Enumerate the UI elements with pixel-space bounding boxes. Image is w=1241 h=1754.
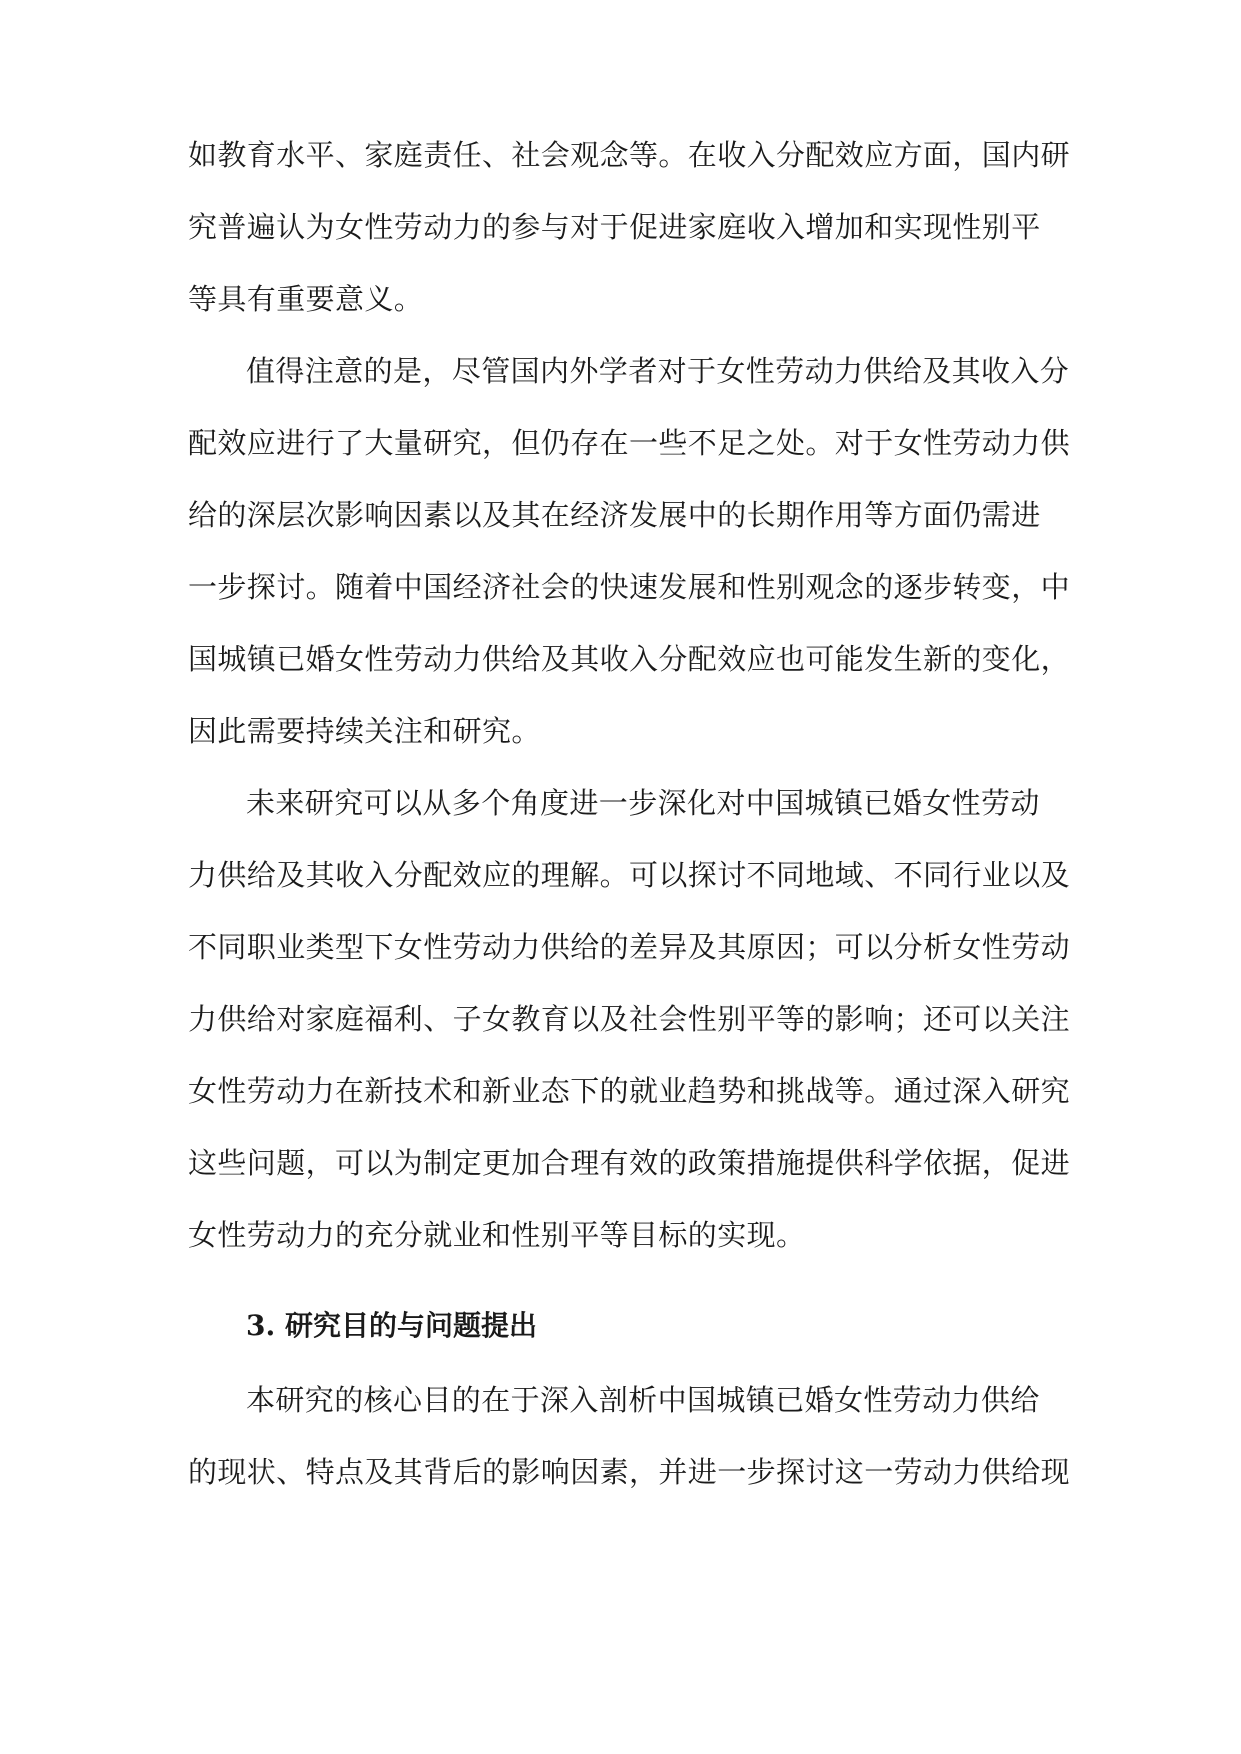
paragraph-2-line-2: 配效应进行了大量研究，但仍存在一些不足之处。对于女性劳动力供 <box>188 426 1071 460</box>
paragraph-2-line-4: 一步探讨。随着中国经济社会的快速发展和性别观念的逐步转变，中 <box>188 570 1071 604</box>
paragraph-3-line-7: 女性劳动力的充分就业和性别平等目标的实现。 <box>188 1218 806 1252</box>
section-paragraph-line-2: 的现状、特点及其背后的影响因素，并进一步探讨这一劳动力供给现 <box>188 1455 1071 1489</box>
paragraph-3-line-6: 这些问题，可以为制定更加合理有效的政策措施提供科学依据，促进 <box>188 1146 1071 1180</box>
paragraph-3-line-4: 力供给对家庭福利、子女教育以及社会性别平等的影响；还可以关注 <box>188 1002 1071 1036</box>
paragraph-3-line-2: 力供给及其收入分配效应的理解。可以探讨不同地域、不同行业以及 <box>188 858 1071 892</box>
paragraph-1-line-3: 等具有重要意义。 <box>188 282 424 316</box>
paragraph-3-line-3: 不同职业类型下女性劳动力供给的差异及其原因；可以分析女性劳动 <box>188 930 1071 964</box>
paragraph-2-line-5: 国城镇已婚女性劳动力供给及其收入分配效应也可能发生新的变化， <box>188 642 1071 676</box>
paragraph-2-line-6: 因此需要持续关注和研究。 <box>188 714 541 748</box>
paragraph-3-line-1: 未来研究可以从多个角度进一步深化对中国城镇已婚女性劳动 <box>246 786 1040 820</box>
paragraph-1-line-2: 究普遍认为女性劳动力的参与对于促进家庭收入增加和实现性别平 <box>188 210 1041 244</box>
paragraph-2-line-3: 给的深层次影响因素以及其在经济发展中的长期作用等方面仍需进 <box>188 498 1041 532</box>
section-paragraph-line-1: 本研究的核心目的在于深入剖析中国城镇已婚女性劳动力供给 <box>246 1383 1040 1417</box>
paragraph-3-line-5: 女性劳动力在新技术和新业态下的就业趋势和挑战等。通过深入研究 <box>188 1074 1071 1108</box>
paragraph-2-line-1: 值得注意的是，尽管国内外学者对于女性劳动力供给及其收入分 <box>246 354 1070 388</box>
paragraph-1-line-1: 如教育水平、家庭责任、社会观念等。在收入分配效应方面，国内研 <box>188 138 1071 172</box>
section-heading: 3. 研究目的与问题提出 <box>246 1309 537 1342</box>
